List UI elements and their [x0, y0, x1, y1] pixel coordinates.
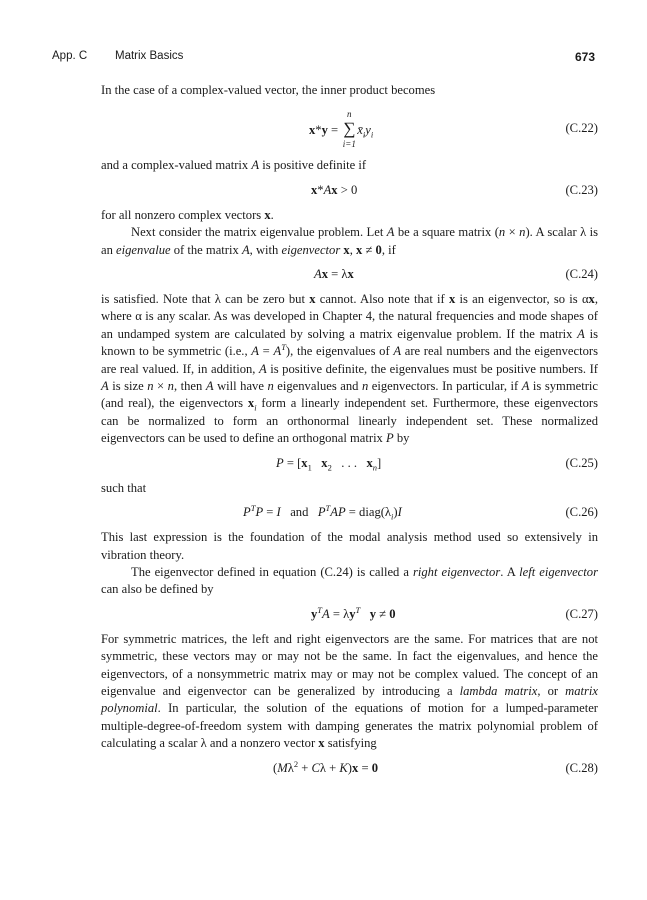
- equation-number: (C.23): [565, 182, 598, 197]
- summation-symbol: n ∑ i=1: [342, 109, 356, 150]
- equation-c26-body: $P^TP = I$ and $P^TAP$ = $diag(\lambda_i)I$: [243, 502, 402, 522]
- paragraph-foundation: This last expression is the foundation of the modal analysis method used so extensively in vibration theory.: [101, 530, 598, 562]
- equation-c22-body: x*y = n ∑ i=1 $x̄_iy_i$: [309, 109, 374, 150]
- page-body: [101, 82, 598, 785]
- paragraph-symmetric: For symmetric matrices, the left and right eigenvectors are the same. For matrices that are not symmetric, these vectors may or may not be the same. In fact the eigenvalues, and hence the eigenvectors, of a nonsymmetric matrix may or may not be complex valued. The concept of an eigenvalue and eigenvector can be generalized by introducing a lambda matrix, or matrix polynomial. In particular, the solution of the equations of motion for a lumped-parameter multiple-degree-of-freedom system with damping generates the matrix polynomial problem of calculating a scalar λ and a nonzero vector x satisfying: [101, 631, 599, 751]
- page-number: 673: [574, 50, 595, 64]
- paragraph-such-that: such that: [101, 480, 147, 495]
- appendix-label: App. C: [52, 50, 88, 62]
- equation-c26: [101, 502, 598, 524]
- paragraph-satisfied: is satisfied. Note that λ can be zero but x cannot. Also note that if x is an eigenvector, so is αx, where α is any scalar. As was developed in Chapter 4, the natural frequencies and mode shapes of an undamped system are calculated by solving a matrix eigenvalue problem. If the matrix A is known to be symmetric (i.e., $A = A^T$), the eigenvalues of A are real numbers and the eigenvectors are real valued. If, in addition, A is positive definite, the eigenvalues must be positive numbers. If A is size n × n, then A will have n eigenvalues and n eigenvectors. In particular, if A is symmetric (and real), the eigenvectors $x_i$ form a linearly independent set. Furthermore, these eigenvectors can be normalized to form an orthonormal linearly independent set. These normalized eigenvectors can be used to define an orthogonal matrix P by: [101, 292, 599, 446]
- equation-c27-body: $y^TA = \lambda y^T$ y ≠ 0: [311, 604, 396, 621]
- paragraph-nonzero-vectors: for all nonzero complex vectors x.: [101, 207, 274, 222]
- equation-c24: [101, 264, 598, 286]
- paragraph-right-eigen: The eigenvector defined in equation (C.24) is called a right eigenvector. A left eigenvector can also be defined by: [101, 564, 598, 597]
- equation-number: (C.27): [565, 606, 598, 621]
- equation-number: (C.24): [565, 267, 598, 282]
- equation-c23-body: x*Ax > 0: [311, 182, 358, 197]
- equation-number: (C.28): [565, 760, 598, 775]
- paragraph-complex-inner-product: In the case of a complex-valued vector, the inner product becomes: [101, 83, 436, 97]
- equation-c24-body: Ax = λx: [314, 267, 354, 282]
- paragraph-positive-definite: and a complex-valued matrix A is positive definite if: [101, 158, 367, 173]
- equation-number: (C.26): [565, 505, 598, 520]
- equation-number: (C.25): [565, 455, 598, 470]
- equation-c25-body: $P = [x_1$ $x_2$ . . . $x_n$]: [276, 455, 382, 473]
- equation-c28-body: $(M\lambda^2 + C\lambda + K)x = 0$: [273, 758, 378, 775]
- equation-c25: [101, 453, 598, 475]
- running-header: [52, 50, 595, 66]
- paragraph-eigen-intro: Next consider the matrix eigenvalue problem. Let A be a square matrix (n × n). A scalar λ is an eigenvalue of the matrix A, with eigenvector x, x ≠ 0, if: [101, 225, 599, 257]
- equation-c28: [101, 758, 598, 780]
- chapter-title: Matrix Basics: [115, 50, 184, 62]
- equation-c22: [101, 104, 598, 152]
- equation-c23: [101, 180, 598, 202]
- equation-number: (C.22): [565, 121, 598, 136]
- equation-c27: [101, 604, 598, 626]
